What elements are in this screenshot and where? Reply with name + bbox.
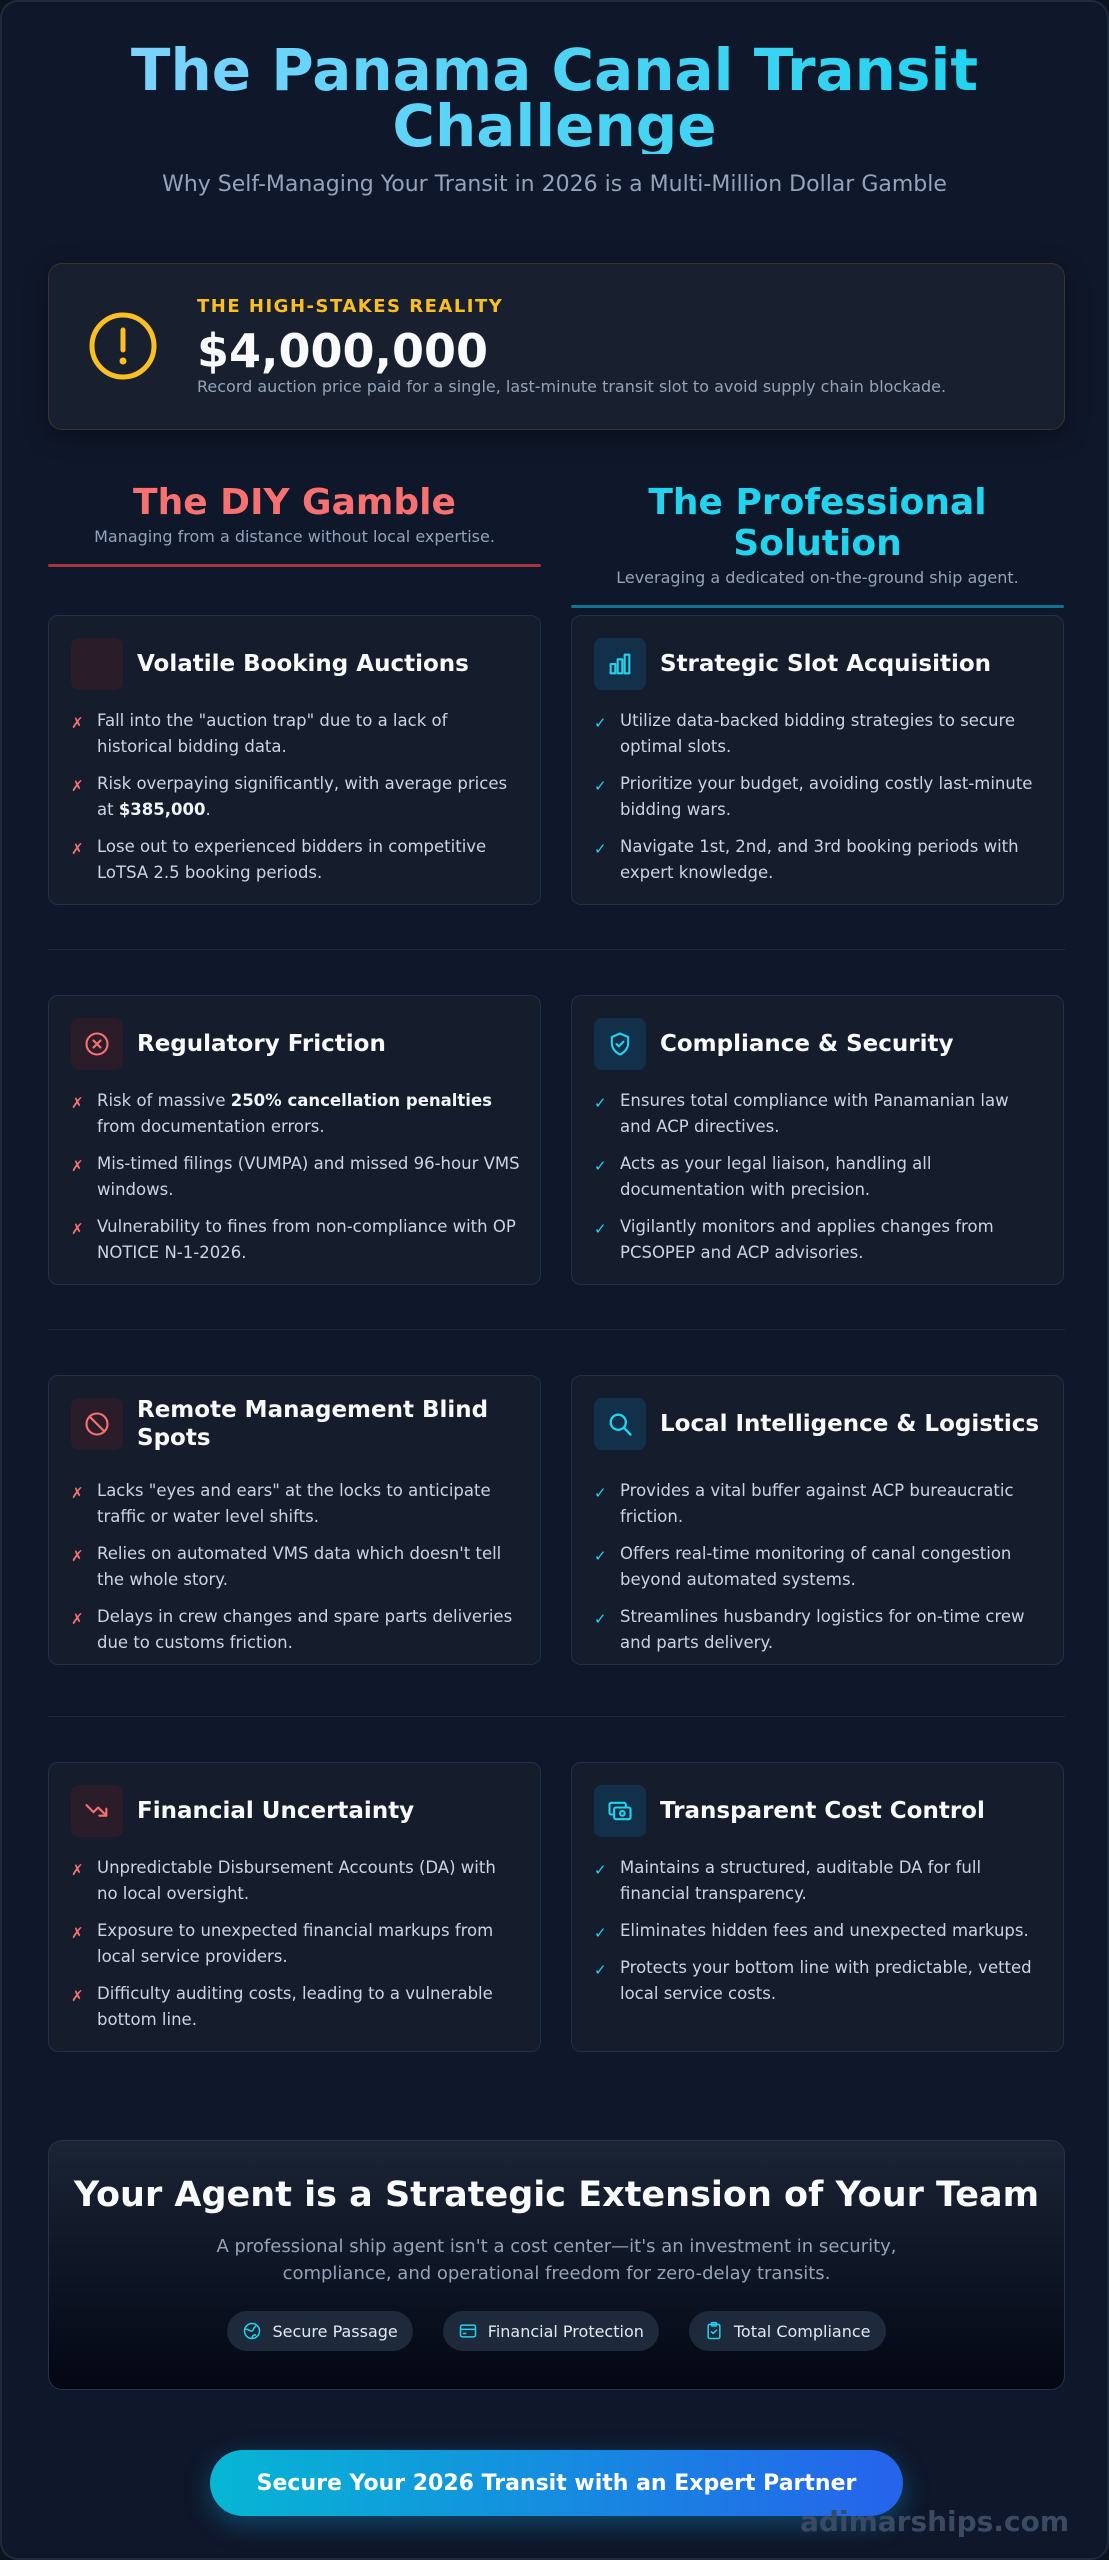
cta-button[interactable]: Secure Your 2026 Transit with an Expert Partner [210,2450,903,2516]
card-list [594,1478,1044,1667]
card-title: Transparent Cost Control [660,1798,985,1824]
pro-card-intelligence [571,1375,1064,1665]
diy-card-financial [48,1762,541,2052]
list-item: ✓ Eliminates hidden fees and unexpected markups. [594,1918,1044,1944]
list-item: ✗ Exposure to unexpected financial markups from local service providers. [71,1921,494,1966]
extension-title: Your Agent is a Strategic Extension of Your Team [73,2175,1040,2215]
list-item: ✗ Unpredictable Disbursement Accounts (DA) with no local oversight. [71,1858,496,1903]
header [2,36,1107,197]
pro-card-cost [571,1762,1064,2052]
check-mark-icon: ✓ [594,1961,607,1979]
credit-card-icon [458,2321,478,2341]
check-mark-icon: ✓ [594,714,607,732]
pro-underline [571,605,1064,608]
check-mark-icon: ✓ [594,1610,607,1628]
list-item: ✓ Utilize data-backed bidding strategies to secure optimal slots. [594,711,1016,756]
card-title: Volatile Booking Auctions [137,651,469,677]
card-list [71,1855,521,2044]
x-circle-icon [71,1018,123,1070]
card-title: Remote Management Blind Spots [137,1397,489,1451]
search-icon [594,1398,646,1450]
list-item: ✓ Provides a vital buffer against ACP bureaucratic friction. [594,1481,1014,1526]
list-item: ✓ Streamlines husbandry logistics for on-time crew and parts delivery. [594,1607,1025,1652]
blank-icon [71,638,123,690]
x-mark-icon: ✗ [71,1220,84,1238]
clipboard-check-icon [704,2321,724,2341]
card-list [71,708,521,897]
row-divider [48,949,1065,950]
alert-circle-icon [87,310,159,382]
x-mark-icon: ✗ [71,1094,84,1112]
list-item: ✓ Protects your bottom line with predictable, vetted local service costs. [594,1958,1032,2003]
diy-card-regulatory [48,995,541,1285]
list-item: ✓ Prioritize your budget, avoiding costly last-minute bidding wars. [594,774,1033,819]
list-item: ✗ Vulnerability to fines from non-compliance with OP NOTICE N-1-2026. [71,1217,516,1262]
list-item: ✗ Fall into the "auction trap" due to a lack of historical bidding data. [71,711,448,756]
pill-total-compliance: Total Compliance [689,2311,886,2351]
list-item: ✓ Offers real-time monitoring of canal congestion beyond automated systems. [594,1544,1012,1589]
check-mark-icon: ✓ [594,1094,607,1112]
check-mark-icon: ✓ [594,840,607,858]
pill-financial-protection: Financial Protection [443,2311,659,2351]
card-list [594,1088,1044,1277]
reality-amount: $4,000,000 [197,324,489,378]
list-item: ✗ Delays in crew changes and spare parts deliveries due to customs friction. [71,1607,513,1652]
list-item: ✗ Difficulty auditing costs, leading to a vulnerable bottom line. [71,1984,493,2029]
pro-title: The Professional Solution [648,482,987,564]
list-item: ✗ Lacks "eyes and ears" at the locks to anticipate traffic or water level shifts. [71,1481,491,1526]
benefit-pills [49,2311,1064,2351]
x-mark-icon: ✗ [71,777,84,795]
x-mark-icon: ✗ [71,1987,84,2005]
list-item: ✗ Lose out to experienced bidders in competitive LoTSA 2.5 booking periods. [71,837,487,882]
strategic-extension-panel [48,2140,1065,2390]
card-title: Local Intelligence & Logistics [660,1411,1040,1437]
pro-column-header [571,482,1064,608]
diy-card-booking [48,615,541,905]
check-mark-icon: ✓ [594,1861,607,1879]
shield-check-icon [594,1018,646,1070]
card-list [71,1088,521,1277]
list-item: ✓ Maintains a structured, auditable DA for full financial transparency. [594,1858,982,1903]
diy-column-header [48,482,541,567]
page-title: The Panama Canal Transit Challenge [125,42,985,154]
x-mark-icon: ✗ [71,1484,84,1502]
check-mark-icon: ✓ [594,1924,607,1942]
bar-chart-icon [594,638,646,690]
list-item: ✗ Risk overpaying significantly, with average prices at $385,000. [71,774,508,819]
diy-title: The DIY Gamble [133,482,456,523]
banknote-icon [594,1785,646,1837]
list-item: ✓ Navigate 1st, 2nd, and 3rd booking periods with expert knowledge. [594,837,1019,882]
check-mark-icon: ✓ [594,1220,607,1238]
page-subtitle: Why Self-Managing Your Transit in 2026 is a Multi-Million Dollar Gamble [162,172,947,197]
pro-card-compliance [571,995,1064,1285]
pro-card-slot [571,615,1064,905]
list-item: ✓ Vigilantly monitors and applies changes from PCSOPEP and ACP advisories. [594,1217,994,1262]
row-divider [48,1329,1065,1330]
check-mark-icon: ✓ [594,1547,607,1565]
high-stakes-card [48,263,1065,430]
card-title: Compliance & Security [660,1031,954,1057]
reality-note: Record auction price paid for a single, last-minute transit slot to avoid supply chain blockade. [197,377,947,396]
x-mark-icon: ✗ [71,840,84,858]
row-divider [48,1716,1065,1717]
reality-kicker: THE HIGH-STAKES REALITY [197,296,504,317]
list-item: ✗ Risk of massive 250% cancellation penalties from documentation errors. [71,1091,492,1136]
list-item: ✓ Ensures total compliance with Panamanian law and ACP directives. [594,1091,1009,1136]
diy-underline [48,564,541,567]
card-title: Regulatory Friction [137,1031,386,1057]
card-title: Strategic Slot Acquisition [660,651,992,677]
x-mark-icon: ✗ [71,714,84,732]
extension-description: A professional ship agent isn't a cost center—it's an investment in security, compliance, and operational freedom for zero-delay transits. [216,2236,897,2284]
x-mark-icon: ✗ [71,1157,84,1175]
list-item: ✗ Relies on automated VMS data which doesn't tell the whole story. [71,1544,502,1589]
check-mark-icon: ✓ [594,1484,607,1502]
x-mark-icon: ✗ [71,1547,84,1565]
pill-secure-passage: Secure Passage [227,2311,412,2351]
x-mark-icon: ✗ [71,1610,84,1628]
trending-down-icon [71,1785,123,1837]
card-list [594,708,1044,897]
pro-subtitle: Leveraging a dedicated on-the-ground ship agent. [616,568,1019,587]
card-list [71,1478,521,1667]
x-mark-icon: ✗ [71,1924,84,1942]
list-item: ✓ Acts as your legal liaison, handling all documentation with precision. [594,1154,932,1199]
diy-card-remote [48,1375,541,1665]
diy-subtitle: Managing from a distance without local expertise. [94,527,495,546]
card-title: Financial Uncertainty [137,1798,415,1824]
check-mark-icon: ✓ [594,1157,607,1175]
list-item: ✗ Mis-timed filings (VUMPA) and missed 96-hour VMS windows. [71,1154,520,1199]
ban-icon [71,1398,123,1450]
brand-watermark: adimarships.com [800,2505,1069,2538]
x-mark-icon: ✗ [71,1861,84,1879]
globe-icon [242,2321,262,2341]
check-mark-icon: ✓ [594,777,607,795]
card-list [594,1855,1044,2018]
